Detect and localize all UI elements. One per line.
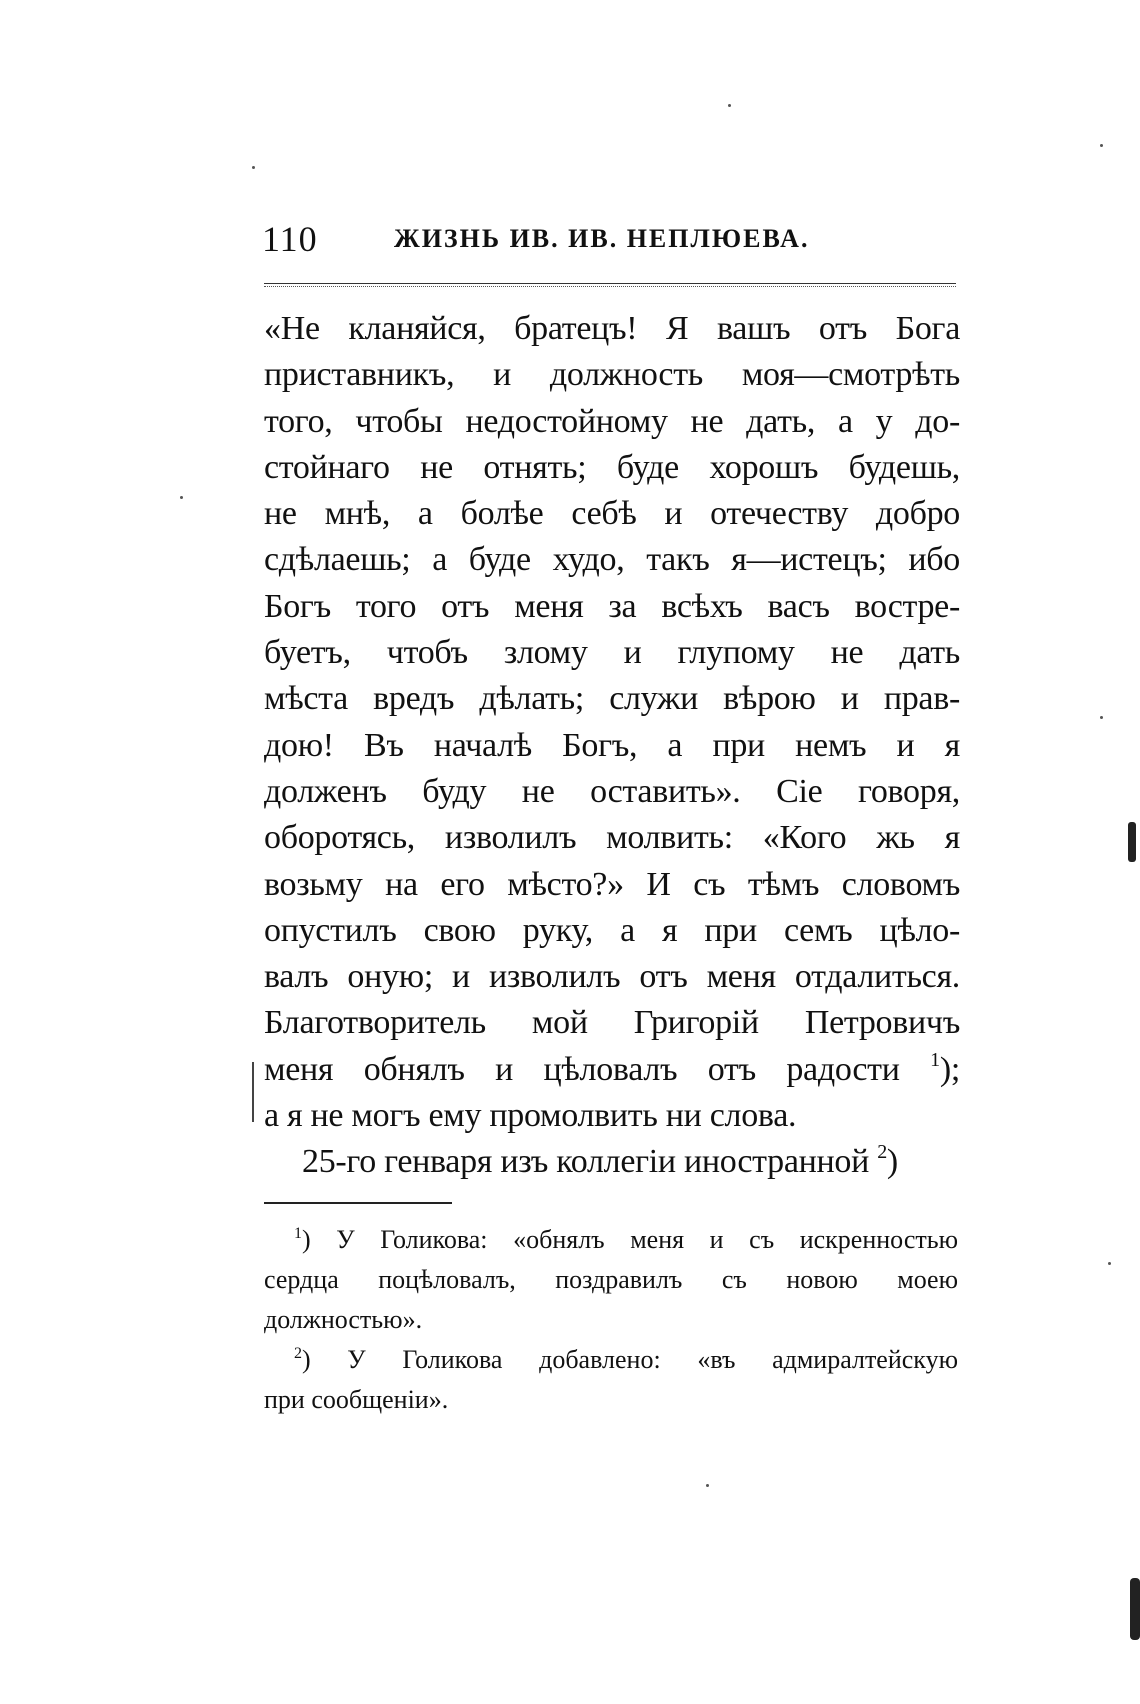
footnote-rule (264, 1202, 452, 1204)
running-title: ЖИЗНЬ ИВ. ИВ. НЕПЛЮЕВА. (394, 224, 810, 253)
footnote-1-line (264, 1220, 958, 1260)
text-line-with-footnote-ref (264, 1047, 960, 1093)
text-line: сдѣлаешь; а буде худо, такъ я—истецъ; ибо (264, 541, 960, 579)
footnote-ref-1: 1 (930, 1048, 940, 1071)
footnote-ref-tail: ) (886, 1143, 898, 1181)
text-line: валъ оную; и изволилъ отъ меня отдалиться. (264, 958, 960, 996)
header-rule (264, 283, 956, 287)
text-line: оборотясь, изволилъ молвить: «Кого жь я (264, 819, 960, 857)
text-line: а я не могъ ему промолвить ни слова. (264, 1097, 797, 1135)
footnote-marker-2: 2 (294, 1345, 302, 1362)
scan-speck (1100, 716, 1103, 719)
text-line: Благотворитель мой Григорій Петровичъ (264, 1004, 960, 1042)
text-line: стойнаго не отнять; буде хорошъ будешь, (264, 448, 960, 486)
margin-mark-right-bottom (1130, 1578, 1140, 1640)
text-line: опустилъ свою руку, а я при семъ цѣло- (264, 911, 960, 949)
scan-speck (1100, 144, 1103, 147)
footnote-2-line: при сообщеніи». (264, 1385, 449, 1414)
body-text (264, 306, 960, 1186)
page-header (262, 218, 962, 268)
scan-speck (1108, 1262, 1111, 1265)
footnote-2-line (264, 1340, 958, 1380)
footnote-1-line: должностью». (264, 1305, 423, 1334)
text-line: того, чтобы недостойному не дать, а у до- (264, 402, 960, 440)
footnote-marker-1: 1 (294, 1225, 302, 1242)
text-line: буетъ, чтобъ злому и глупому не дать (264, 634, 960, 672)
text-line: возьму на его мѣсто?» И съ тѣмъ словомъ (264, 865, 960, 903)
text-line-with-footnote-ref (264, 1139, 960, 1185)
scan-speck (180, 496, 183, 499)
footnote-text: ) У Голикова: «обнялъ меня и съ искренностью (302, 1225, 958, 1254)
scan-speck (706, 1484, 709, 1487)
footnote-1-line: сердца поцѣловалъ, поздравилъ съ новою моею (264, 1265, 958, 1294)
page-number: 110 (262, 219, 318, 259)
text-line: не мнѣ, а болѣе себѣ и отечеству добро (264, 495, 960, 533)
text-line: «Не кланяйся, братецъ! Я вашъ отъ Бога (264, 310, 960, 347)
scan-speck (728, 104, 731, 107)
margin-mark-left (252, 1062, 254, 1122)
text-segment: меня обнялъ и цѣловалъ отъ радости (264, 1050, 900, 1088)
text-line: долженъ буду не оставить». Сіе говоря, (264, 772, 960, 810)
footnote-text: ) У Голикова добавлено: «въ адмиралтейскую (302, 1345, 958, 1374)
text-line: приставникъ, и должность моя—смотрѣть (264, 356, 960, 394)
footnotes (264, 1220, 958, 1420)
text-segment: 25-го генваря изъ коллегіи иностранной (302, 1143, 869, 1181)
text-line: Богъ того отъ меня за всѣхъ васъ востре- (264, 587, 960, 625)
footnote-ref-tail: ); (939, 1050, 961, 1088)
margin-mark-right-top (1128, 822, 1136, 862)
text-line: мѣста вредъ дѣлать; служи вѣрою и прав- (264, 680, 960, 718)
footnote-ref-2: 2 (877, 1141, 887, 1164)
text-line: дою! Въ началѣ Богъ, а при немъ и я (264, 726, 960, 764)
scan-speck (252, 166, 255, 169)
